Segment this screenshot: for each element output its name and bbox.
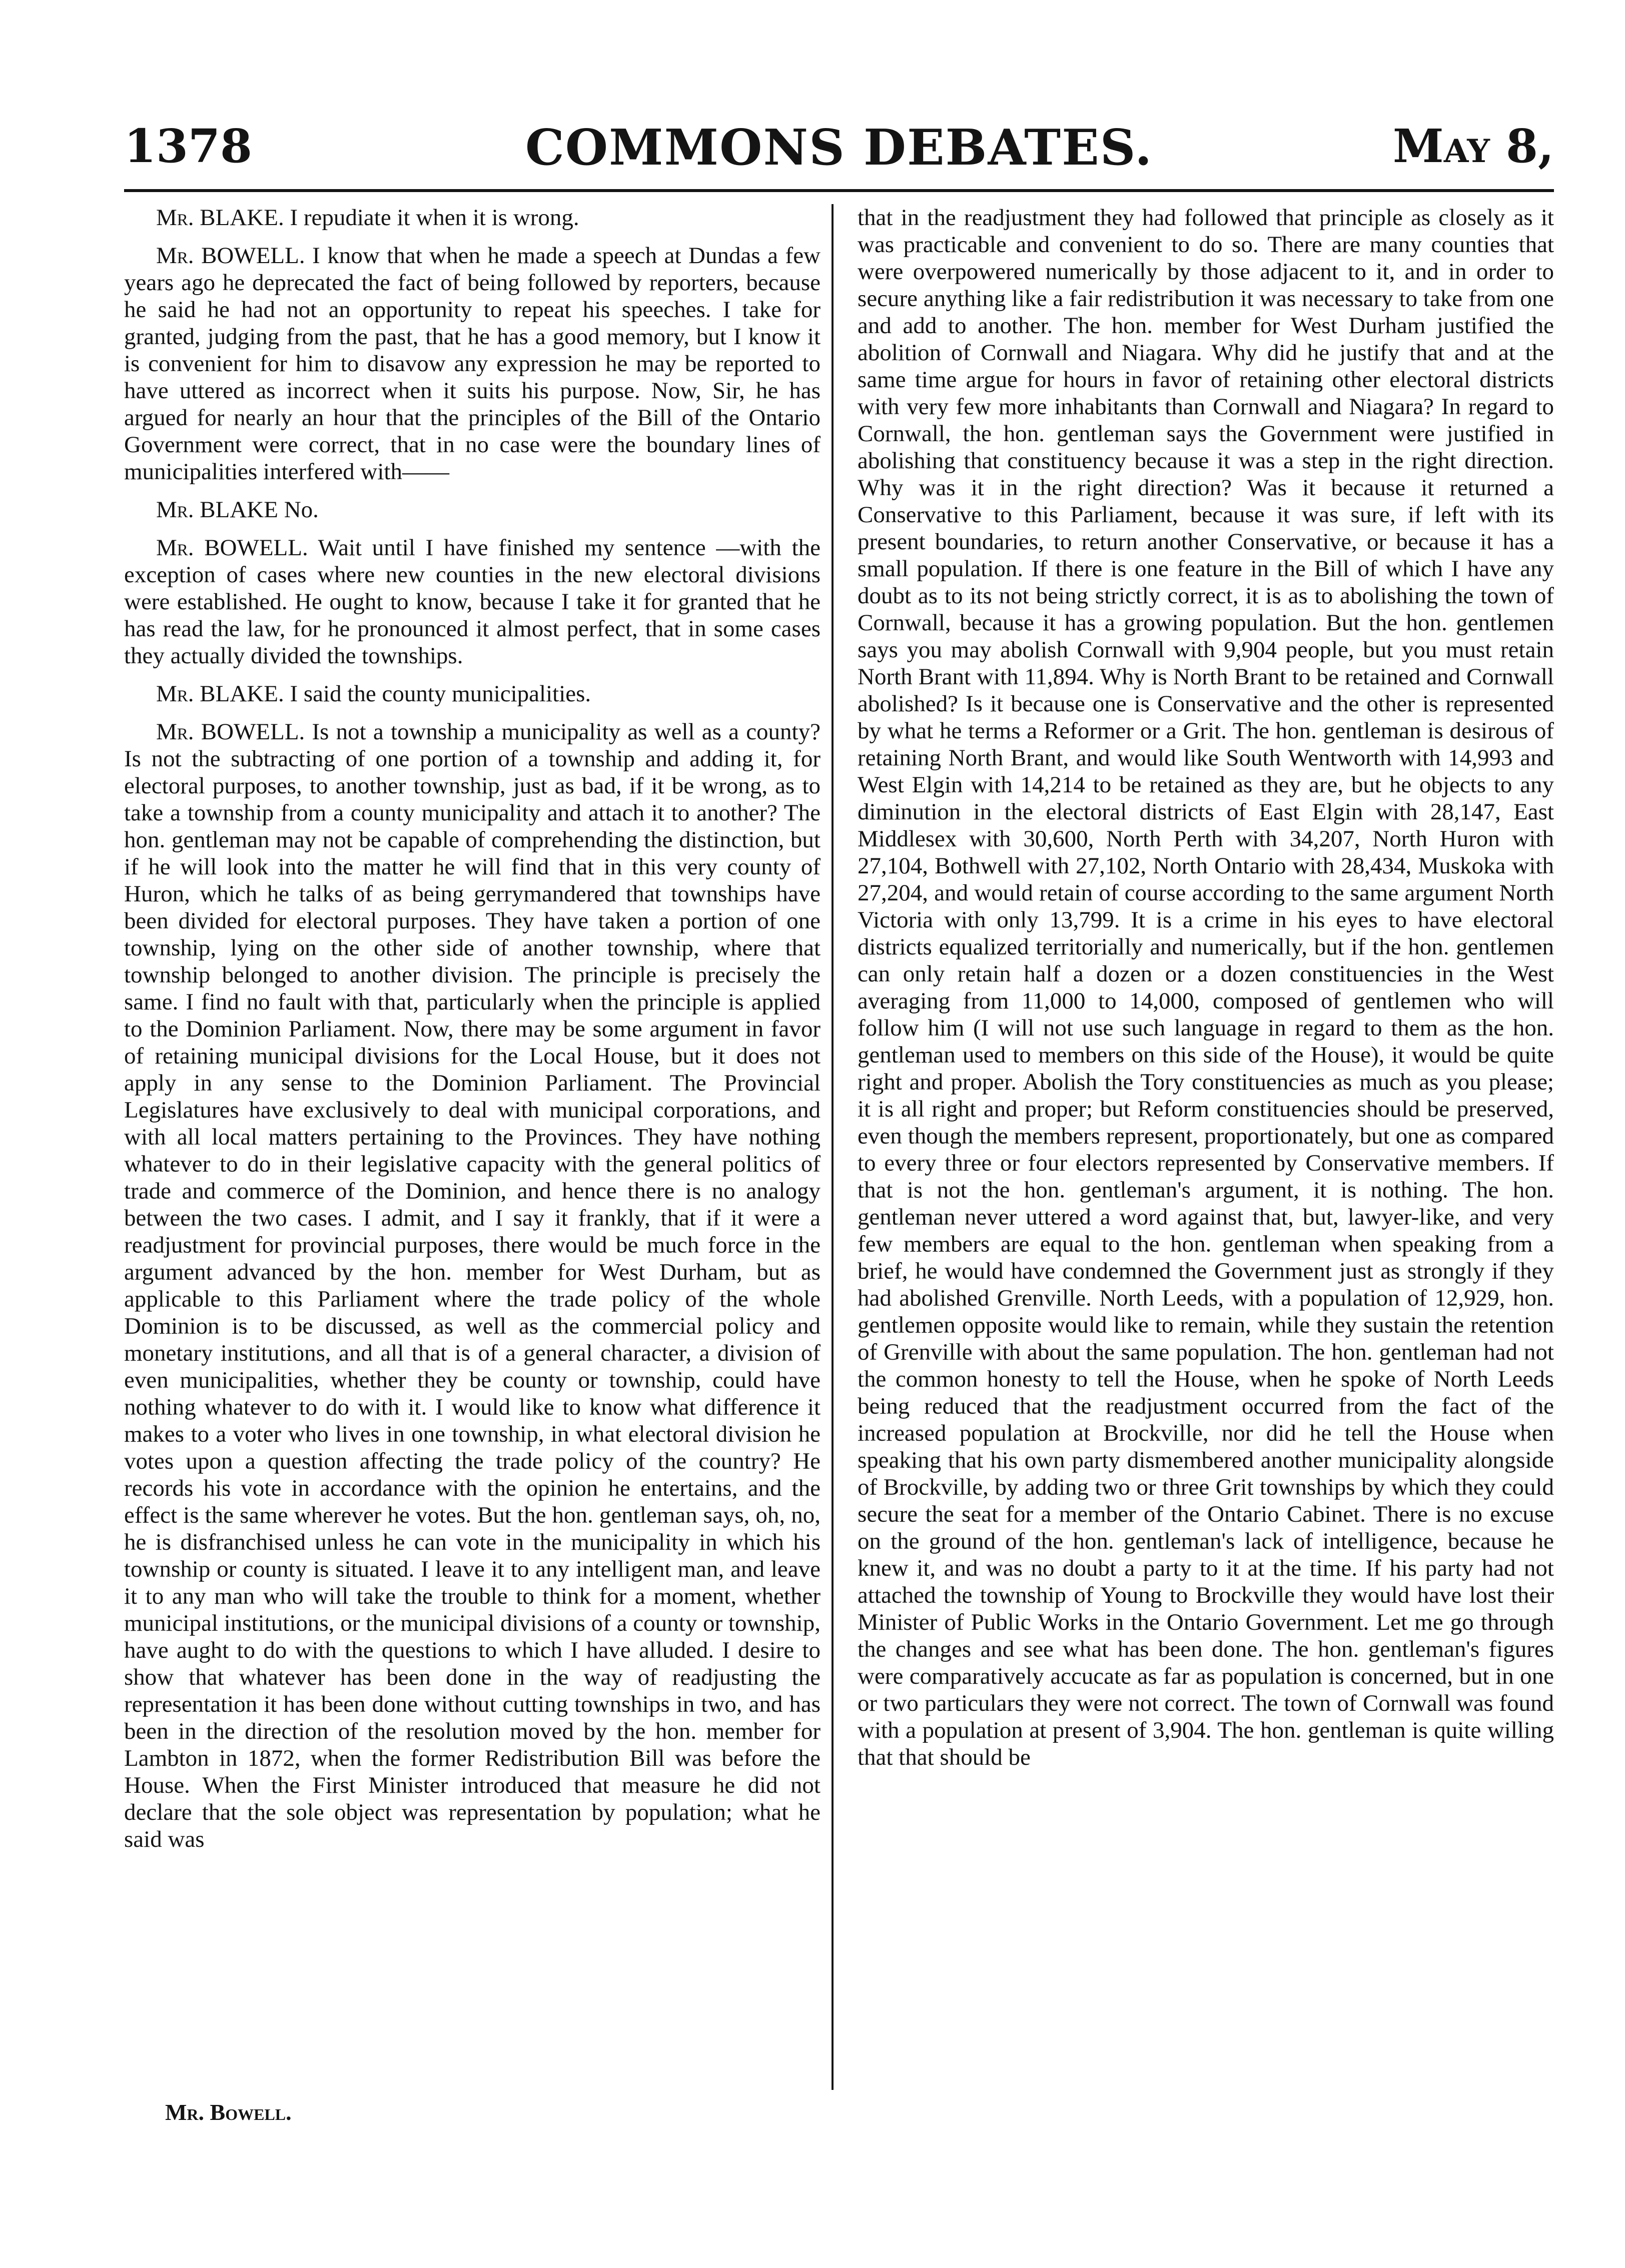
- speech-text: I repudiate it when it is wrong.: [290, 205, 579, 231]
- speech-paragraph: [124, 204, 821, 231]
- speech-text: Is not a township a municipality as well as a county? Is not the subtracting of one portion of a township and adding it, for electoral purposes, to another township, just as bad, if it be wrong, as to take a township from a county municipality and attach it to another? The hon. gentleman may not be capable of comprehending the distinction, but if he will look into the matter he will find that in this very county of Huron, which he talks of as being gerrymandered that townships have been divided for electoral purposes. They have taken a portion of one township, lying on the other side of another township, where that township belonged to another division. The principle is precisely the same. I find no fault with that, particularly when the principle is applied to the Dominion Parliament. Now, there may be some argument in favor of retaining municipal divisions for the Local House, but it does not apply in any sense to the Dominion Parliament. The Provincial Legislatures have exclusively to deal with municipal corporations, and with all local matters pertaining to the Provinces. They have nothing whatever to do in their legislative capacity with the general politics of trade and commerce of the Dominion, and hence there is no analogy between the two cases. I admit, and I say it frankly, that if it were a readjustment for provincial purposes, there would be much force in the argument advanced by the hon. member for West Durham, but as applicable to this Parliament where the trade policy of the whole Dominion is to be discussed, as well as the commercial policy and monetary institutions, and all that is of a general character, a division of even municipalities, whether they be county or township, could have nothing whatever to do with it. I would like to know what difference it makes to a voter who lives in one township, in what electoral division he votes upon a question affecting the trade policy of the country? He records his vote in accordance with the opinion he entertains, and the effect is the same wherever he votes. But the hon. gentleman says, oh, no, he is disfranchised unless he can vote in the municipality in which his township or county is situated. I leave it to any intelligent man, and leave it to any man who will take the trouble to think for a moment, whether municipal institutions, or the municipal divisions of a county or township, have aught to do with the questions to which I have alluded. I desire to show that whatever has been done in the way of readjusting the representation it has been done without cutting townships in two, and has been in the direction of the resolution moved by the hon. member for Lambton in 1872, when the former Redistribution Bill was before the House. When the First Minister introduced that measure he did not declare that the sole object was representation by population; what he said was: [124, 719, 821, 1852]
- speech-text: I know that when he made a speech at Dundas a few years ago he deprecated the fact of being followed by reporters, because he said he had not an opportunity to repeat his speeches. I take for granted, judging from the past, that he has a good memory, but I know it is convenient for him to disavow any expression he may be reported to have uttered as incorrect when it suits his purpose. Now, Sir, he has argued for nearly an hour that the principles of the Bill of the Ontario Government were correct, that in no case were the boundary lines of municipalities interfered with——: [124, 243, 821, 485]
- speech-text: Wait until I have finished my sentence —with the exception of cases where new counties in the new electoral divisions were established. He ought to know, because I take it for granted that he has read the law, for he pronounced it almost perfect, that in some cases they actually divided the townships.: [124, 535, 821, 669]
- speaker-name: Mr. BLAKE.: [156, 205, 284, 231]
- speech-paragraph: [124, 496, 821, 523]
- page-title: COMMONS DEBATES.: [525, 119, 1153, 177]
- speech-paragraph: [124, 718, 821, 1853]
- speaker-name: Mr. BOWELL.: [156, 535, 308, 561]
- speaker-name: Mr. BOWELL.: [156, 719, 305, 745]
- right-column: [858, 204, 1554, 2085]
- speaker-name: Mr. BOWELL.: [156, 243, 305, 269]
- page-header: [124, 119, 1554, 177]
- speech-paragraph: [858, 204, 1554, 1771]
- speech-text: that in the readjustment they had followed that principle as closely as it was practicable and convenient to do so. There are many counties that were overpowered numerically by those adjacent to it, and in order to secure anything like a fair redistribution it was necessary to take from one and add to another. The hon. member for West Durham justified the abolition of Cornwall and Niagara. Why did he justify that and at the same time argue for hours in favor of retaining other electoral districts with very few more inhabitants than Cornwall and Niagara? In regard to Cornwall, the hon. gentleman says the Government were justified in abolishing that constituency because it was a step in the right direction. Why was it in the right direction? Was it because it returned a Conservative to this Parliament, because it was sure, if left with its present boundaries, to return another Conservative, or because it has a small population. If there is one feature in the Bill of which I have any doubt as to its not being strictly correct, it is as to abolishing the town of Cornwall, because it has a growing population. But the hon. gentlemen says you may abolish Cornwall with 9,904 people, but you must retain North Brant with 11,894. Why is North Brant to be retained and Cornwall abolished? Is it because one is Conservative and the other is represented by what he terms a Reformer or a Grit. The hon. gentleman is desirous of retaining North Brant, and would like South Wentworth with 14,993 and West Elgin with 14,214 to be retained as they are, but he objects to any diminution in the electoral districts of East Elgin with 28,147, East Middlesex with 30,600, North Perth with 34,207, North Huron with 27,104, Bothwell with 27,102, North Ontario with 28,434, Muskoka with 27,204, and would retain of course according to the same argument North Victoria with only 13,799. It is a crime in his eyes to have electoral districts equalized territorially and numerically, but if the hon. gentlemen can only retain half a dozen or a dozen constituencies in the West averaging from 11,000 to 14,000, composed of gentlemen who will follow him (I will not use such language in regard to them as the hon. gentleman used to members on this side of the House), it would be quite right and proper. Abolish the Tory constituencies as much as you please; it is all right and proper; but Reform constituencies should be preserved, even though the members represent, proportionately, but one as compared to every three or four electors represented by Conservative members. If that is not the hon. gentleman's argument, it is nothing. The hon. gentleman never uttered a word against that, but, lawyer-like, and very few members are equal to the hon. gentleman when speaking from a brief, he would have condemned the Government just as strongly if they had abolished Grenville. North Leeds, with a population of 12,929, hon. gentlemen opposite would like to remain, while they sustain the retention of Grenville with about the same population. The hon. gentleman had not the common honesty to tell the House, when he spoke of North Leeds being reduced that the readjustment occurred from the fact of the increased population at Brockville, nor did he tell the House when speaking that his own party dismembered another municipality alongside of Brockville, by adding two or three Grit townships by which they could secure the seat for a member of the Ontario Cabinet. There is no excuse on the ground of the hon. gentleman's lack of intelligence, because he knew it, and was no doubt a party to it at the time. If his party had not attached the township of Young to Brockville they would have lost their Minister of Public Works in the Ontario Government. Let me go through the changes and see what has been done. The hon. gentleman's figures were comparatively accucate as far as population is concerned, but in one or two particulars they were not correct. The town of Cornwall was found with a population at present of 3,904. The hon. gentleman is quite willing that that should be: [858, 205, 1554, 1770]
- speech-text: No.: [284, 497, 319, 523]
- speech-paragraph: [124, 534, 821, 669]
- header-rule: [124, 189, 1554, 192]
- speech-paragraph: [124, 680, 821, 707]
- column-divider: [832, 204, 834, 2090]
- page-date: May 8,: [1392, 119, 1554, 173]
- speech-text: I said the county municipalities.: [290, 681, 591, 707]
- speaker-name: Mr. BLAKE: [156, 497, 278, 523]
- speech-paragraph: [124, 242, 821, 485]
- speaker-name: Mr. BLAKE.: [156, 681, 284, 707]
- running-footer: Mr. Bowell.: [165, 2099, 292, 2125]
- left-column: [124, 204, 821, 2085]
- page-number: 1378: [124, 119, 253, 173]
